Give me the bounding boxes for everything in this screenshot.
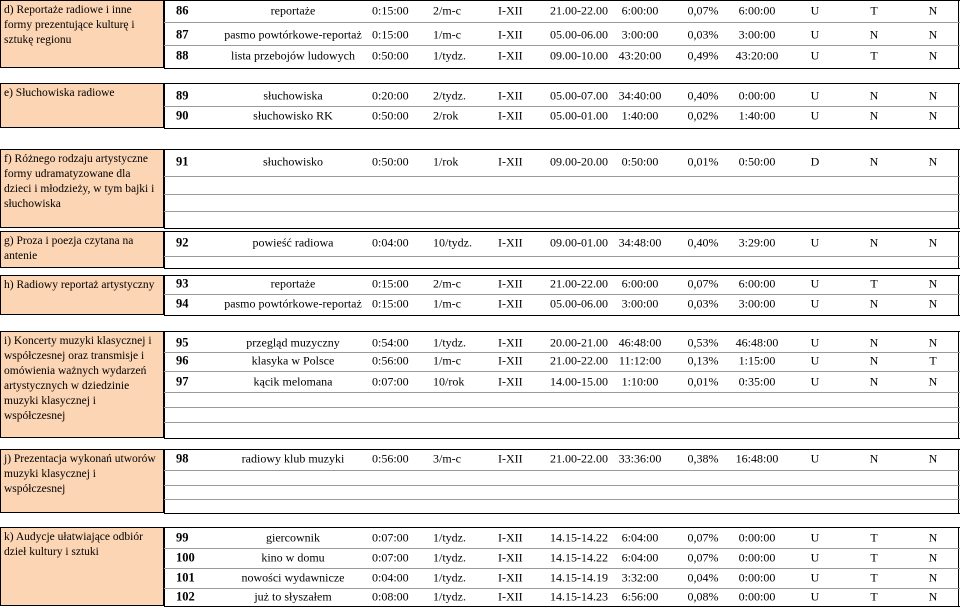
- frequency: 1/rok: [433, 154, 459, 169]
- code-3: N: [928, 108, 938, 123]
- right-edge-rule: [958, 149, 959, 228]
- code-2: T: [870, 570, 878, 585]
- months: I-XII: [498, 88, 523, 103]
- broadcast-hours: 21.00-22.00: [550, 353, 608, 368]
- premiere-time: 0:00:00: [738, 589, 776, 604]
- block-bottom-rule: [164, 128, 960, 129]
- months: I-XII: [498, 374, 523, 389]
- share-percent: 0,03%: [687, 296, 719, 311]
- program-title: kino w domu: [261, 550, 325, 565]
- row-rule: [164, 294, 960, 295]
- total-time: 6:04:00: [621, 550, 659, 565]
- total-time: 3:00:00: [621, 296, 659, 311]
- row-rule: [164, 194, 960, 195]
- code-1: U: [810, 451, 820, 466]
- premiere-time: 6:00:00: [738, 276, 776, 291]
- months: I-XII: [498, 550, 523, 565]
- share-percent: 0,07%: [687, 530, 719, 545]
- frequency: 10/rok: [433, 374, 465, 389]
- code-3: T: [929, 353, 937, 368]
- code-1: U: [810, 530, 820, 545]
- row-rule: [164, 499, 960, 500]
- total-time: 34:40:00: [618, 88, 662, 103]
- duration: 0:04:00: [372, 235, 409, 250]
- frequency: 2/m-c: [433, 3, 461, 18]
- block-top-rule: [164, 527, 960, 528]
- row-rule: [164, 22, 960, 23]
- duration: 0:04:00: [372, 570, 409, 585]
- block-bottom-rule: [164, 513, 960, 514]
- row-rule: [164, 392, 960, 393]
- row-rule: [164, 371, 960, 372]
- premiere-time: 0:00:00: [738, 550, 776, 565]
- share-percent: 0,40%: [687, 235, 719, 250]
- row-rule: [164, 256, 960, 257]
- code-3: N: [928, 589, 938, 604]
- row-rule: [164, 568, 960, 569]
- code-1: U: [810, 88, 820, 103]
- duration: 0:07:00: [372, 374, 409, 389]
- frequency: 10/tydz.: [433, 235, 472, 250]
- code-1: U: [810, 48, 820, 63]
- right-edge-rule: [958, 231, 959, 268]
- program-title: powieść radiowa: [252, 235, 334, 250]
- broadcast-hours: 05.00-06.00: [550, 296, 608, 311]
- total-time: 6:04:00: [621, 530, 659, 545]
- row-rule: [164, 45, 960, 46]
- right-edge-rule: [958, 275, 959, 315]
- months: I-XII: [498, 27, 523, 42]
- row-number: 93: [176, 276, 189, 291]
- row-number: 96: [176, 353, 189, 368]
- premiere-time: 0:00:00: [738, 88, 776, 103]
- program-title: słuchowisko: [263, 154, 323, 169]
- category-cell: j) Prezentacja wykonań utworów muzyki klasycznej i współczesnej: [0, 449, 164, 513]
- right-edge-rule: [958, 527, 959, 606]
- months: I-XII: [498, 3, 523, 18]
- code-1: U: [810, 353, 820, 368]
- months: I-XII: [498, 335, 523, 350]
- number-column-rule: [164, 149, 165, 228]
- frequency: 1/m-c: [433, 353, 461, 368]
- code-3: N: [928, 48, 938, 63]
- share-percent: 0,08%: [687, 589, 719, 604]
- frequency: 1/tydz.: [433, 570, 466, 585]
- code-2: N: [869, 335, 879, 350]
- total-time: 0:50:00: [621, 154, 659, 169]
- duration: 0:54:00: [372, 335, 409, 350]
- code-1: U: [810, 570, 820, 585]
- row-number: 87: [176, 27, 189, 42]
- code-3: N: [928, 3, 938, 18]
- row-number: 100: [176, 550, 195, 565]
- row-number: 89: [176, 88, 189, 103]
- row-number: 94: [176, 296, 189, 311]
- row-rule: [164, 176, 960, 177]
- row-number: 95: [176, 335, 189, 350]
- total-time: 3:32:00: [621, 570, 659, 585]
- code-3: N: [928, 374, 938, 389]
- code-2: T: [870, 276, 878, 291]
- share-percent: 0,02%: [687, 108, 719, 123]
- block-top-rule: [164, 149, 960, 150]
- months: I-XII: [498, 108, 523, 123]
- months: I-XII: [498, 235, 523, 250]
- total-time: 34:48:00: [618, 235, 662, 250]
- duration: 0:20:00: [372, 88, 409, 103]
- program-title: reportaże: [270, 3, 316, 18]
- total-time: 11:12:00: [618, 353, 662, 368]
- code-1: U: [810, 374, 820, 389]
- premiere-time: 6:00:00: [738, 3, 776, 18]
- months: I-XII: [498, 451, 523, 466]
- total-time: 43:20:00: [618, 48, 662, 63]
- share-percent: 0,04%: [687, 570, 719, 585]
- number-column-rule: [164, 527, 165, 606]
- row-rule: [164, 211, 960, 212]
- program-title: lista przebojów ludowych: [231, 48, 355, 63]
- duration: 0:15:00: [372, 296, 409, 311]
- code-2: N: [869, 108, 879, 123]
- block-bottom-rule: [164, 606, 960, 607]
- number-column-rule: [164, 275, 165, 315]
- code-2: N: [869, 154, 879, 169]
- share-percent: 0,03%: [687, 27, 719, 42]
- premiere-time: 0:35:00: [738, 374, 776, 389]
- number-column-rule: [164, 449, 165, 513]
- premiere-time: 3:29:00: [738, 235, 776, 250]
- premiere-time: 0:00:00: [738, 570, 776, 585]
- row-rule: [164, 407, 960, 408]
- program-title: radiowy klub muzyki: [241, 451, 345, 466]
- months: I-XII: [498, 276, 523, 291]
- code-2: T: [870, 550, 878, 565]
- months: I-XII: [498, 353, 523, 368]
- block-bottom-rule: [164, 315, 960, 316]
- frequency: 1/tydz.: [433, 589, 466, 604]
- duration: 0:50:00: [372, 48, 409, 63]
- broadcast-hours: 14.15-14.22: [550, 550, 608, 565]
- total-time: 3:00:00: [621, 27, 659, 42]
- code-2: N: [869, 374, 879, 389]
- share-percent: 0,13%: [687, 353, 719, 368]
- code-3: N: [928, 335, 938, 350]
- frequency: 1/tydz.: [433, 48, 466, 63]
- broadcast-hours: 05.00-01.00: [550, 108, 608, 123]
- row-number: 91: [176, 154, 189, 169]
- code-3: N: [928, 530, 938, 545]
- total-time: 6:56:00: [621, 589, 659, 604]
- number-column-rule: [164, 0, 165, 68]
- broadcast-hours: 05.00-06.00: [550, 27, 608, 42]
- code-3: N: [928, 451, 938, 466]
- frequency: 1/tydz.: [433, 335, 466, 350]
- number-column-rule: [164, 231, 165, 268]
- frequency: 2/m-c: [433, 276, 461, 291]
- block-top-rule: [164, 231, 960, 232]
- program-title: pasmo powtórkowe-reportaż: [224, 27, 362, 42]
- premiere-time: 16:48:00: [735, 451, 779, 466]
- frequency: 1/tydz.: [433, 550, 466, 565]
- code-1: U: [810, 276, 820, 291]
- duration: 0:50:00: [372, 154, 409, 169]
- premiere-time: 3:00:00: [738, 27, 776, 42]
- broadcast-hours: 21.00-22.00: [550, 276, 608, 291]
- code-2: N: [869, 296, 879, 311]
- total-time: 1:40:00: [621, 108, 659, 123]
- premiere-time: 1:40:00: [738, 108, 776, 123]
- frequency: 2/rok: [433, 108, 459, 123]
- code-1: U: [810, 27, 820, 42]
- broadcast-hours: 09.00-20.00: [550, 154, 608, 169]
- frequency: 1/m-c: [433, 27, 461, 42]
- premiere-time: 0:50:00: [738, 154, 776, 169]
- category-cell: k) Audycje ułatwiające odbiór dzieł kultury i sztuki: [0, 527, 164, 606]
- broadcast-hours: 14.15-14.22: [550, 530, 608, 545]
- code-3: N: [928, 550, 938, 565]
- months: I-XII: [498, 589, 523, 604]
- broadcast-hours: 14.00-15.00: [550, 374, 608, 389]
- total-time: 6:00:00: [621, 276, 659, 291]
- program-title: przegląd muzyczny: [246, 335, 340, 350]
- code-3: N: [928, 154, 938, 169]
- code-3: N: [928, 235, 938, 250]
- program-title: kącik melomana: [253, 374, 333, 389]
- row-number: 97: [176, 374, 189, 389]
- premiere-time: 46:48:00: [735, 335, 779, 350]
- months: I-XII: [498, 570, 523, 585]
- share-percent: 0,07%: [687, 550, 719, 565]
- months: I-XII: [498, 48, 523, 63]
- row-number: 86: [176, 3, 189, 18]
- share-percent: 0,53%: [687, 335, 719, 350]
- premiere-time: 1:15:00: [738, 353, 776, 368]
- total-time: 46:48:00: [618, 335, 662, 350]
- share-percent: 0,07%: [687, 3, 719, 18]
- months: I-XII: [498, 154, 523, 169]
- code-2: N: [869, 353, 879, 368]
- code-1: U: [810, 3, 820, 18]
- block-top-rule: [164, 83, 960, 84]
- broadcast-hours: 09.00-01.00: [550, 235, 608, 250]
- duration: 0:15:00: [372, 3, 409, 18]
- code-2: T: [870, 3, 878, 18]
- code-3: N: [928, 570, 938, 585]
- duration: 0:07:00: [372, 550, 409, 565]
- share-percent: 0,01%: [687, 154, 719, 169]
- row-number: 88: [176, 48, 189, 63]
- row-rule: [164, 422, 960, 423]
- broadcast-hours: 09.00-10.00: [550, 48, 608, 63]
- row-rule: [164, 548, 960, 549]
- code-1: U: [810, 296, 820, 311]
- category-cell: f) Różnego rodzaju artystyczne formy udramatyzowane dla dzieci i młodzieży, w tym bajki i słuchowiska: [0, 149, 164, 228]
- total-time: 6:00:00: [621, 3, 659, 18]
- row-number: 92: [176, 235, 189, 250]
- row-rule: [164, 470, 960, 471]
- program-title: nowości wydawnicze: [241, 570, 345, 585]
- category-cell: e) Słuchowiska radiowe: [0, 83, 164, 128]
- duration: 0:15:00: [372, 27, 409, 42]
- code-2: N: [869, 88, 879, 103]
- premiere-time: 43:20:00: [735, 48, 779, 63]
- duration: 0:56:00: [372, 451, 409, 466]
- code-1: U: [810, 589, 820, 604]
- block-bottom-rule: [164, 228, 960, 229]
- share-percent: 0,38%: [687, 451, 719, 466]
- row-number: 98: [176, 451, 189, 466]
- block-top-rule: [164, 331, 960, 332]
- total-time: 1:10:00: [621, 374, 659, 389]
- broadcast-hours: 14.15-14.23: [550, 589, 608, 604]
- row-number: 90: [176, 108, 189, 123]
- duration: 0:50:00: [372, 108, 409, 123]
- row-rule: [164, 485, 960, 486]
- block-bottom-rule: [164, 268, 960, 269]
- total-time: 33:36:00: [618, 451, 662, 466]
- category-cell: d) Reportaże radiowe i inne formy prezentujące kulturę i sztukę regionu: [0, 0, 164, 68]
- share-percent: 0,40%: [687, 88, 719, 103]
- category-cell: i) Koncerty muzyki klasycznej i współczesnej oraz transmisje i omówienia ważnych wydarzeń artystycznych w dziedzinie muzyki klasycznej i współczesnej: [0, 331, 164, 438]
- row-number: 99: [176, 530, 189, 545]
- program-title: słuchowiska: [263, 88, 323, 103]
- share-percent: 0,01%: [687, 374, 719, 389]
- row-number: 101: [176, 570, 195, 585]
- code-2: T: [870, 48, 878, 63]
- block-top-rule: [164, 0, 960, 1]
- block-bottom-rule: [164, 68, 960, 69]
- block-bottom-rule: [164, 438, 960, 439]
- frequency: 1/tydz.: [433, 530, 466, 545]
- program-title: pasmo powtórkowe-reportaż: [224, 296, 362, 311]
- share-percent: 0,07%: [687, 276, 719, 291]
- duration: 0:56:00: [372, 353, 409, 368]
- premiere-time: 3:00:00: [738, 296, 776, 311]
- right-edge-rule: [958, 0, 959, 68]
- frequency: 3/m-c: [433, 451, 461, 466]
- program-title: słuchowisko RK: [253, 108, 333, 123]
- months: I-XII: [498, 530, 523, 545]
- code-3: N: [928, 276, 938, 291]
- program-title: giercownik: [266, 530, 320, 545]
- code-2: N: [869, 451, 879, 466]
- category-cell: g) Proza i poezja czytana na antenie: [0, 231, 164, 268]
- frequency: 1/m-c: [433, 296, 461, 311]
- duration: 0:08:00: [372, 589, 409, 604]
- code-1: U: [810, 550, 820, 565]
- broadcast-hours: 21.00-22.00: [550, 451, 608, 466]
- code-2: T: [870, 530, 878, 545]
- broadcast-hours: 05.00-07.00: [550, 88, 608, 103]
- row-rule: [164, 106, 960, 107]
- block-top-rule: [164, 449, 960, 450]
- broadcast-hours: 14.15-14.19: [550, 570, 608, 585]
- broadcast-hours: 21.00-22.00: [550, 3, 608, 18]
- right-edge-rule: [958, 449, 959, 513]
- broadcast-hours: 20.00-21.00: [550, 335, 608, 350]
- code-2: N: [869, 235, 879, 250]
- category-cell: h) Radiowy reportaż artystyczny: [0, 275, 164, 315]
- share-percent: 0,49%: [687, 48, 719, 63]
- code-1: U: [810, 108, 820, 123]
- frequency: 2/tydz.: [433, 88, 466, 103]
- months: I-XII: [498, 296, 523, 311]
- premiere-time: 0:00:00: [738, 530, 776, 545]
- duration: 0:07:00: [372, 530, 409, 545]
- program-title: klasyka w Polsce: [251, 353, 335, 368]
- code-1: U: [810, 235, 820, 250]
- code-3: N: [928, 296, 938, 311]
- duration: 0:15:00: [372, 276, 409, 291]
- program-title: reportaże: [270, 276, 316, 291]
- code-2: T: [870, 589, 878, 604]
- code-1: D: [810, 154, 820, 169]
- code-1: U: [810, 335, 820, 350]
- program-title: już to słyszałem: [254, 589, 332, 604]
- code-3: N: [928, 27, 938, 42]
- code-3: N: [928, 88, 938, 103]
- code-2: N: [869, 27, 879, 42]
- row-number: 102: [176, 589, 195, 604]
